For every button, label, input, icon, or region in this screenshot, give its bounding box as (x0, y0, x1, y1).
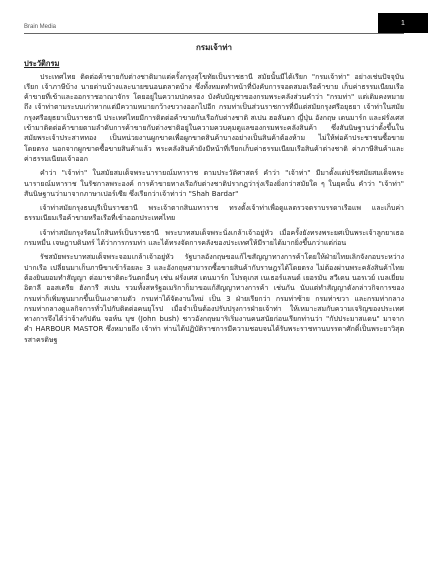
section-heading: ประวัติกรม (24, 59, 60, 69)
paragraph-2: คำว่า "เจ้าท่า" ในสมัยสมเด็จพระนารายณ์มหาราช ตามประวัติศาสตร์ คำว่า "เจ้าท่า" มีมาตั้งแต่ปรัชสมัยสมเด็จพระนารายณ์มหาราช ในรัชกาลพระองค์ การค้าขายทางเรือกับต่างชาติปรากฏว่ารุ่งเรืองยิ่งกว่าสมัยใด ๆ ในยุคนั้น คำว่า "เจ้าท่า" สันนิษฐานว่ามาจากภาษาเปอร์เซีย ซึ่งเรียกว่าเจ้าท่าว่า "Shah Bardar" (24, 169, 404, 198)
paragraph-3: เจ้าท่าสมัยกรุงธนบุรีเป็นราชธานี พระเจ้าตากสินมหาราช ทรงตั้งเจ้าท่าเพื่อดูแลตรวจตราบรรดาเรือแพ และเก็บค่าธรรมเนียมเรือค้าขายหรือเรือที่เข้าออกประเทศไทย (24, 204, 404, 223)
document-title: กรมเจ้าท่า (195, 43, 233, 52)
page-number-badge: 1 (378, 13, 428, 33)
paragraph-4: เจ้าท่าสมัยกรุงรัตนโกสินทร์เป็นราชธานี พระบาทสมเด็จพระนั่งเกล้าเจ้าอยู่หัว เมื่อครั้งยังทรงพระยศเป็นพระเจ้าลูกยาเธอกรมหมื่น เจษฎาบดินทร์ ได้ว่าการกรมท่า และได้ทรงจัดการคลังของประเทศให้มีรายได้มากยิ่งขึ้นกว่าแต่ก่อน (24, 228, 404, 248)
header-divider (24, 33, 404, 34)
page-header (0, 0, 428, 40)
paragraph-5: รัชสมัยพระบาทสมเด็จพระจอมเกล้าเจ้าอยู่หัว รัฐบาลอังกฤษขอแก้ไขสัญญาทางการค้าโดยให้ฝ่ายไทยเลิกจังกอบระหว่างปากเรือ เปลี่ยนมาเก็บภาษีขาเข้าร้อยละ 3 และอังกฤษสามารถซื้อขายสินค้ากับราษฎรได้โดยตรง ไม่ต้องผ่านพระคลังสินค้าไทยต้องยินยอมทำสัญญา ต่อมาชาติตะวันตกอื่นๆ เช่น ฝรั่งเศส เดนมาร์ก โปรตุเกส เนเธอร์แลนด์ เยอรมัน สวีเดน นอรเวย์ เบลเยี่ยม อิตาลี ออสเตรีย ฮังการี สเปน รวมทั้งสหรัฐอเมริกาก็มาขอแก้สัญญาทางการค้า เช่นกัน นับแต่ทำสัญญาดังกล่าวกิจการของกรมท่าก็เพิ่มพูนมากขึ้นเป็นเงาตามตัว กรมท่าได้จัดงานใหม่ เป็น 3 ฝ่ายเรียกว่า กรมท่าซ้าย กรมท่าขวา และกรมท่ากลาง กรมท่ากลางดูแลกิจการทั่วไปกับติดต่อคนยุโรป เมื่อจำเป็นต้องปรับปรุงการฝ่ายเจ้าท่า ให้เหมาะสมกับความเจริญของประเทศทางการจึงได้ว่าจ้างกัปตัน จอห์น บุช (John bush) ชาวอังกฤษมาริเริ่มงานคนสนัยก่อนเรียกท่านว่า "กัปประมาสแดน" มาจากคำ HARBOUR MASTOR ซึ่งหมายถึง เจ้าท่า ท่านได้ปฏิบัติราชการมีความชอบจนได้รับพระราชทานบรรดาศักดิ์เป็นพระยาวิสุตรสาครดิษฐ (24, 253, 404, 344)
paragraph-1: ประเทศไทย ติดต่อค้าขายกับต่างชาติมาแต่ครั้งกรุงสุโขทัยเป็นราชธานี สมัยนั้นมีได้เรียก "กรมเจ้าท่า" อย่างเช่นปัจจุบัน เรียก เจ้าภาษีบ้าง นายด่านบ้างและนายขนอนตลาดบ้าง ซึ่งทั้งหมดทำหน้าที่บังคับการจอดสมอเรือค้าขาย เก็บค่าธรรมเนียมเรือค้าขายที่เข้าและออกราชอาณาจักร โดยอยู่ในความปกครอง บังคับบัญชาของกรมพระคลังส่วนคำว่า "กรมท่า" แต่เดิมคงหมายถึง เจ้าท่าตามระบบเก่าหากแต่มีความหมายกว้างขวางออกไปอีก กรมท่าเป็นส่วนราชการที่มีแต่สมัยกรุงศรีอยุธยา เจ้าท่าในสมัยกรุงศรีอยุธยาเป็นราชธานี ประเทศไทยมีการติดต่อค้าขายกับเรือกับต่างชาติ สเปน ฮอลันดา ญี่ปุ่น อังกฤษ เดนมาร์ก และฝรั่งเศสเข้ามาติดต่อค้าขายตามลำดับการค้าขายกับต่างชาติอยู่ในความควบคุมดูแลของกรมพระคลังสินค้า ซึ่งสันนิษฐานว่าตั้งขึ้นในสมัยพระเจ้าประสาททอง เป็นหน่วยงานผูกขาดเพื่อผูกขาดสินค้าบางอย่างเป็นสินค้าต้องห้าม ไม่ให้พ่อค้าประชาชนซื้อขายโดยตรง นอกจากผูกขาดซื้อขายสินค้าแล้ว พระคลังสินค้ายังมีหน้าที่เรียกเก็บค่าธรรมเนียมเรือสินค้าต่างชาติ ค่าภาษีสินค้าและค่าธรรมเนียมเจ้าออก (24, 72, 404, 163)
document-body (24, 43, 404, 349)
brand-name: Brain Media (24, 24, 57, 30)
